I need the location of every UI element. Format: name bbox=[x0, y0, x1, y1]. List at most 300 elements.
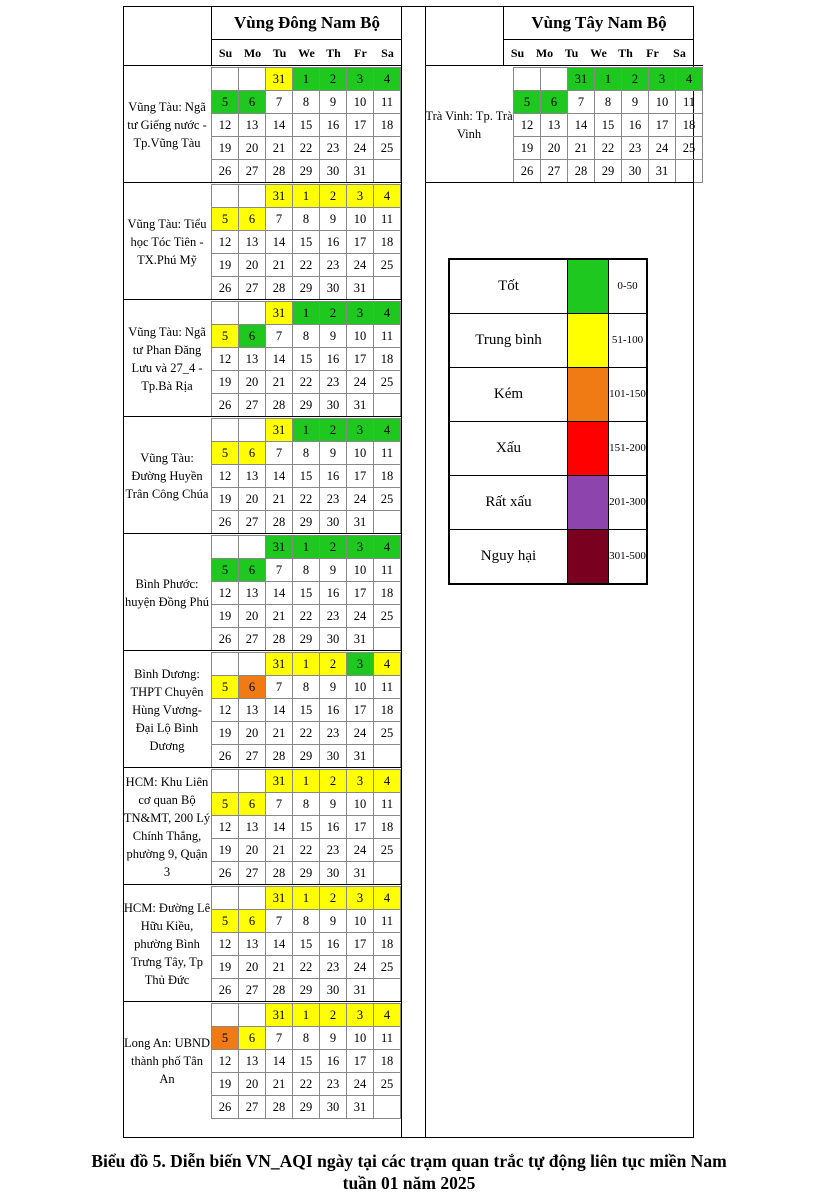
day-cell: 25 bbox=[374, 722, 401, 745]
day-cell: 25 bbox=[374, 839, 401, 862]
day-cell: 3 bbox=[347, 887, 374, 910]
day-cell: 15 bbox=[293, 816, 320, 839]
day-cell: 1 bbox=[293, 887, 320, 910]
day-cell: 31 bbox=[266, 68, 293, 91]
day-cell: 31 bbox=[266, 887, 293, 910]
day-cell: 6 bbox=[239, 91, 266, 114]
station-block bbox=[123, 1001, 401, 1118]
day-cell: 31 bbox=[347, 628, 374, 651]
day-cell: 15 bbox=[293, 465, 320, 488]
day-cell: 8 bbox=[293, 91, 320, 114]
station-block bbox=[123, 884, 401, 1001]
day-cell: 3 bbox=[347, 302, 374, 325]
day-cell: 17 bbox=[347, 114, 374, 137]
station-block bbox=[123, 299, 401, 416]
day-cell bbox=[239, 68, 266, 91]
day-cell: 7 bbox=[266, 442, 293, 465]
day-cell: 31 bbox=[266, 185, 293, 208]
day-cell bbox=[514, 68, 541, 91]
day-cell: 17 bbox=[347, 465, 374, 488]
day-cell: 24 bbox=[649, 137, 676, 160]
legend-label: Trung bình bbox=[449, 314, 568, 368]
day-cell bbox=[374, 1096, 401, 1119]
day-cell: 12 bbox=[212, 582, 239, 605]
day-label: Tu bbox=[272, 45, 287, 60]
day-cell: 4 bbox=[374, 302, 401, 325]
day-cell: 27 bbox=[239, 394, 266, 417]
day-cell: 5 bbox=[212, 910, 239, 933]
day-cell: 31 bbox=[347, 394, 374, 417]
day-cell: 13 bbox=[239, 114, 266, 137]
station-calendar bbox=[211, 769, 401, 885]
day-cell: 31 bbox=[347, 160, 374, 183]
day-cell: 2 bbox=[320, 653, 347, 676]
day-cell: 27 bbox=[239, 1096, 266, 1119]
day-cell: 16 bbox=[320, 114, 347, 137]
station-calendar bbox=[211, 886, 401, 1002]
day-cell: 11 bbox=[374, 442, 401, 465]
day-cell: 5 bbox=[212, 325, 239, 348]
day-cell: 12 bbox=[212, 114, 239, 137]
day-cell: 10 bbox=[347, 91, 374, 114]
caption-line-2: tuần 01 năm 2025 bbox=[342, 1173, 476, 1193]
day-cell: 22 bbox=[293, 137, 320, 160]
day-cell: 7 bbox=[266, 559, 293, 582]
day-cell: 23 bbox=[622, 137, 649, 160]
legend-label: Xấu bbox=[449, 422, 568, 476]
legend-range: 101-150 bbox=[609, 368, 648, 422]
day-cell: 1 bbox=[293, 536, 320, 559]
station-calendar bbox=[211, 535, 401, 651]
day-cell: 31 bbox=[568, 68, 595, 91]
day-cell: 16 bbox=[320, 231, 347, 254]
day-label: Tu bbox=[564, 45, 579, 60]
day-cell: 14 bbox=[266, 816, 293, 839]
day-cell: 13 bbox=[239, 933, 266, 956]
day-cell: 15 bbox=[293, 699, 320, 722]
day-cell: 4 bbox=[676, 68, 703, 91]
day-cell: 9 bbox=[622, 91, 649, 114]
day-cell: 11 bbox=[374, 676, 401, 699]
day-cell: 10 bbox=[347, 676, 374, 699]
day-cell bbox=[239, 536, 266, 559]
day-cell: 14 bbox=[266, 465, 293, 488]
day-cell: 25 bbox=[374, 956, 401, 979]
day-cell: 2 bbox=[320, 68, 347, 91]
day-cell: 13 bbox=[239, 1050, 266, 1073]
day-cell: 21 bbox=[266, 1073, 293, 1096]
legend-label: Tốt bbox=[449, 259, 568, 314]
day-cell: 18 bbox=[374, 231, 401, 254]
day-cell: 31 bbox=[347, 277, 374, 300]
day-cell: 13 bbox=[239, 465, 266, 488]
day-cell: 1 bbox=[293, 653, 320, 676]
day-cell: 22 bbox=[293, 254, 320, 277]
day-cell: 6 bbox=[239, 793, 266, 816]
day-cell: 10 bbox=[347, 793, 374, 816]
day-cell bbox=[212, 68, 239, 91]
day-cell: 27 bbox=[239, 628, 266, 651]
day-cell: 10 bbox=[347, 442, 374, 465]
day-cell: 26 bbox=[212, 160, 239, 183]
day-cell: 7 bbox=[266, 793, 293, 816]
station-calendar bbox=[211, 67, 401, 183]
day-cell: 9 bbox=[320, 559, 347, 582]
day-cell: 13 bbox=[239, 816, 266, 839]
day-cell: 22 bbox=[293, 839, 320, 862]
day-cell: 12 bbox=[212, 348, 239, 371]
legend-label: Nguy hại bbox=[449, 530, 568, 585]
day-cell: 4 bbox=[374, 68, 401, 91]
day-cell: 1 bbox=[595, 68, 622, 91]
day-cell: 5 bbox=[514, 91, 541, 114]
east-region-header: Vùng Đông Nam Bộ bbox=[211, 6, 402, 40]
day-cell bbox=[374, 160, 401, 183]
day-cell: 16 bbox=[320, 465, 347, 488]
day-cell: 12 bbox=[212, 1050, 239, 1073]
day-cell: 29 bbox=[293, 160, 320, 183]
day-label: Fr bbox=[646, 45, 659, 60]
day-cell: 9 bbox=[320, 793, 347, 816]
day-cell: 30 bbox=[320, 979, 347, 1002]
day-cell: 31 bbox=[266, 770, 293, 793]
day-cell bbox=[212, 887, 239, 910]
day-cell: 29 bbox=[595, 160, 622, 183]
day-cell: 28 bbox=[266, 628, 293, 651]
day-cell: 6 bbox=[239, 910, 266, 933]
day-cell: 15 bbox=[293, 114, 320, 137]
day-cell: 20 bbox=[541, 137, 568, 160]
day-label: Th bbox=[326, 45, 341, 60]
day-cell: 2 bbox=[320, 185, 347, 208]
station-name: Vũng Tàu: Tiểu học Tóc Tiên - TX.Phú Mỹ bbox=[127, 216, 207, 267]
day-cell: 8 bbox=[293, 442, 320, 465]
day-cell: 23 bbox=[320, 254, 347, 277]
day-cell: 11 bbox=[374, 559, 401, 582]
day-cell: 12 bbox=[212, 231, 239, 254]
day-cell: 7 bbox=[266, 676, 293, 699]
day-cell: 10 bbox=[347, 1027, 374, 1050]
day-cell: 30 bbox=[320, 394, 347, 417]
day-cell: 18 bbox=[374, 933, 401, 956]
day-cell: 19 bbox=[212, 605, 239, 628]
day-cell: 25 bbox=[676, 137, 703, 160]
day-cell: 16 bbox=[320, 699, 347, 722]
day-cell: 30 bbox=[320, 1096, 347, 1119]
day-cell: 16 bbox=[320, 1050, 347, 1073]
day-cell: 29 bbox=[293, 1096, 320, 1119]
day-cell: 25 bbox=[374, 1073, 401, 1096]
day-cell: 28 bbox=[266, 862, 293, 885]
day-cell: 26 bbox=[212, 511, 239, 534]
day-cell: 9 bbox=[320, 325, 347, 348]
day-cell: 7 bbox=[266, 910, 293, 933]
day-cell: 9 bbox=[320, 910, 347, 933]
day-cell: 27 bbox=[239, 745, 266, 768]
day-label: Fr bbox=[354, 45, 367, 60]
day-cell: 27 bbox=[239, 160, 266, 183]
day-cell: 26 bbox=[212, 277, 239, 300]
day-cell: 29 bbox=[293, 979, 320, 1002]
day-cell: 8 bbox=[293, 676, 320, 699]
day-cell: 1 bbox=[293, 302, 320, 325]
day-cell: 12 bbox=[212, 465, 239, 488]
west-day-header bbox=[504, 41, 693, 65]
day-cell: 21 bbox=[266, 605, 293, 628]
day-cell: 17 bbox=[347, 1050, 374, 1073]
day-cell: 11 bbox=[374, 793, 401, 816]
station-name: Vũng Tàu: Ngã tư Phan Đăng Lưu và 27_4 - Tp.Bà Rịa bbox=[128, 324, 206, 393]
day-cell bbox=[212, 1004, 239, 1027]
day-cell: 31 bbox=[266, 419, 293, 442]
day-cell: 30 bbox=[320, 862, 347, 885]
day-cell: 23 bbox=[320, 137, 347, 160]
day-cell: 4 bbox=[374, 1004, 401, 1027]
day-cell: 28 bbox=[266, 511, 293, 534]
aqi-legend bbox=[448, 258, 648, 585]
day-cell: 2 bbox=[320, 887, 347, 910]
station-name: Bình Dương: THPT Chuyên Hùng Vương- Đại Lộ Bình Dương bbox=[130, 666, 204, 753]
day-cell: 28 bbox=[266, 160, 293, 183]
day-cell: 31 bbox=[347, 745, 374, 768]
day-cell bbox=[239, 1004, 266, 1027]
day-cell: 20 bbox=[239, 137, 266, 160]
day-cell: 20 bbox=[239, 605, 266, 628]
legend-swatch bbox=[568, 476, 609, 530]
day-cell: 29 bbox=[293, 511, 320, 534]
legend-row bbox=[449, 314, 647, 368]
legend-swatch bbox=[568, 259, 609, 314]
station-calendar bbox=[211, 1003, 401, 1119]
day-cell: 3 bbox=[649, 68, 676, 91]
day-cell: 5 bbox=[212, 1027, 239, 1050]
day-cell: 20 bbox=[239, 956, 266, 979]
day-cell: 21 bbox=[568, 137, 595, 160]
station-name: Trà Vinh: Tp. Trà Vinh bbox=[425, 108, 513, 141]
day-cell: 23 bbox=[320, 371, 347, 394]
day-cell: 6 bbox=[239, 442, 266, 465]
day-cell: 28 bbox=[266, 394, 293, 417]
day-cell: 31 bbox=[266, 302, 293, 325]
day-cell: 4 bbox=[374, 536, 401, 559]
day-cell: 24 bbox=[347, 488, 374, 511]
day-cell: 4 bbox=[374, 419, 401, 442]
day-cell: 18 bbox=[374, 465, 401, 488]
day-cell: 30 bbox=[320, 745, 347, 768]
day-cell: 11 bbox=[374, 208, 401, 231]
day-label: Sa bbox=[673, 45, 686, 60]
day-cell: 20 bbox=[239, 1073, 266, 1096]
day-cell: 2 bbox=[320, 1004, 347, 1027]
day-cell: 5 bbox=[212, 676, 239, 699]
legend-row bbox=[449, 259, 647, 314]
legend-swatch bbox=[568, 368, 609, 422]
day-cell: 5 bbox=[212, 793, 239, 816]
day-cell: 28 bbox=[266, 1096, 293, 1119]
day-cell bbox=[239, 185, 266, 208]
station-name: HCM: Đường Lê Hữu Kiều, phường Bình Trưng Tây, Tp Thủ Đức bbox=[123, 900, 211, 987]
day-cell: 24 bbox=[347, 722, 374, 745]
day-cell bbox=[676, 160, 703, 183]
day-cell: 16 bbox=[622, 114, 649, 137]
day-cell: 23 bbox=[320, 722, 347, 745]
day-cell: 16 bbox=[320, 348, 347, 371]
day-cell: 17 bbox=[347, 816, 374, 839]
day-cell: 24 bbox=[347, 371, 374, 394]
day-cell bbox=[239, 419, 266, 442]
day-cell: 17 bbox=[347, 933, 374, 956]
day-cell: 10 bbox=[347, 208, 374, 231]
day-cell: 9 bbox=[320, 91, 347, 114]
day-cell: 18 bbox=[374, 114, 401, 137]
station-block bbox=[123, 650, 401, 767]
day-cell: 9 bbox=[320, 1027, 347, 1050]
day-cell: 18 bbox=[676, 114, 703, 137]
day-cell: 15 bbox=[293, 231, 320, 254]
station-block bbox=[123, 767, 401, 884]
day-cell: 24 bbox=[347, 605, 374, 628]
day-cell: 27 bbox=[541, 160, 568, 183]
day-cell bbox=[212, 302, 239, 325]
day-cell: 7 bbox=[266, 208, 293, 231]
day-cell bbox=[212, 185, 239, 208]
day-cell: 6 bbox=[239, 1027, 266, 1050]
day-cell: 14 bbox=[568, 114, 595, 137]
day-cell: 4 bbox=[374, 887, 401, 910]
day-cell: 18 bbox=[374, 582, 401, 605]
station-block bbox=[123, 533, 401, 650]
day-cell: 15 bbox=[595, 114, 622, 137]
day-cell: 19 bbox=[212, 137, 239, 160]
day-label: Su bbox=[218, 45, 233, 60]
day-cell: 17 bbox=[347, 348, 374, 371]
day-cell: 29 bbox=[293, 394, 320, 417]
day-cell: 19 bbox=[212, 488, 239, 511]
day-cell: 12 bbox=[514, 114, 541, 137]
day-cell: 9 bbox=[320, 676, 347, 699]
day-cell: 24 bbox=[347, 839, 374, 862]
day-cell: 6 bbox=[239, 208, 266, 231]
station-name: Long An: UBND thành phố Tân An bbox=[123, 1035, 211, 1086]
day-cell bbox=[374, 394, 401, 417]
day-cell: 30 bbox=[320, 628, 347, 651]
day-cell: 15 bbox=[293, 348, 320, 371]
day-cell: 31 bbox=[266, 536, 293, 559]
day-cell: 18 bbox=[374, 699, 401, 722]
day-cell: 22 bbox=[293, 722, 320, 745]
legend-label: Rất xấu bbox=[449, 476, 568, 530]
day-cell: 24 bbox=[347, 254, 374, 277]
day-cell: 19 bbox=[212, 254, 239, 277]
day-label: We bbox=[590, 45, 607, 60]
caption-line-1: Biểu đồ 5. Diễn biến VN_AQI ngày tại các trạm quan trắc tự động liên tục miền Nam bbox=[91, 1151, 727, 1171]
day-cell: 25 bbox=[374, 371, 401, 394]
station-name: Vũng Tàu: Ngã tư Giếng nước - Tp.Vũng Tàu bbox=[127, 99, 207, 150]
day-cell bbox=[541, 68, 568, 91]
day-cell: 31 bbox=[649, 160, 676, 183]
day-cell: 7 bbox=[266, 91, 293, 114]
day-cell: 22 bbox=[293, 488, 320, 511]
day-cell: 11 bbox=[374, 325, 401, 348]
day-cell: 23 bbox=[320, 956, 347, 979]
legend-range: 51-100 bbox=[609, 314, 648, 368]
day-cell: 25 bbox=[374, 137, 401, 160]
day-cell: 4 bbox=[374, 653, 401, 676]
day-cell bbox=[212, 770, 239, 793]
day-cell bbox=[374, 277, 401, 300]
day-cell: 25 bbox=[374, 254, 401, 277]
station-name: HCM: Khu Liên cơ quan Bộ TN&MT, 200 Lý Chính Thắng, phường 9, Quận 3 bbox=[123, 774, 211, 879]
day-cell: 13 bbox=[239, 231, 266, 254]
day-cell bbox=[239, 302, 266, 325]
day-cell: 7 bbox=[266, 325, 293, 348]
day-cell: 29 bbox=[293, 862, 320, 885]
day-label: Mo bbox=[243, 45, 262, 60]
day-cell: 11 bbox=[676, 91, 703, 114]
day-cell: 21 bbox=[266, 722, 293, 745]
station-calendar bbox=[513, 67, 703, 183]
day-cell: 16 bbox=[320, 933, 347, 956]
legend-range: 201-300 bbox=[609, 476, 648, 530]
station-block bbox=[123, 416, 401, 533]
day-label: Mo bbox=[535, 45, 554, 60]
day-label: Sa bbox=[381, 45, 394, 60]
day-cell: 3 bbox=[347, 68, 374, 91]
day-cell: 14 bbox=[266, 1050, 293, 1073]
day-cell: 22 bbox=[293, 956, 320, 979]
day-cell: 5 bbox=[212, 208, 239, 231]
day-cell: 10 bbox=[347, 325, 374, 348]
day-cell: 8 bbox=[293, 1027, 320, 1050]
day-cell: 21 bbox=[266, 488, 293, 511]
station-block bbox=[123, 65, 401, 182]
day-cell: 6 bbox=[239, 559, 266, 582]
day-cell: 16 bbox=[320, 816, 347, 839]
day-cell: 18 bbox=[374, 816, 401, 839]
day-cell: 5 bbox=[212, 442, 239, 465]
day-cell: 1 bbox=[293, 68, 320, 91]
day-cell: 20 bbox=[239, 488, 266, 511]
day-cell: 17 bbox=[347, 582, 374, 605]
legend-row bbox=[449, 422, 647, 476]
day-cell: 27 bbox=[239, 979, 266, 1002]
day-cell: 6 bbox=[541, 91, 568, 114]
day-cell: 30 bbox=[320, 160, 347, 183]
day-cell: 25 bbox=[374, 605, 401, 628]
day-label: Su bbox=[510, 45, 525, 60]
day-cell: 31 bbox=[347, 862, 374, 885]
day-cell: 31 bbox=[347, 979, 374, 1002]
east-day-header bbox=[212, 41, 401, 65]
day-cell: 21 bbox=[266, 371, 293, 394]
legend-swatch bbox=[568, 422, 609, 476]
day-cell: 13 bbox=[239, 348, 266, 371]
day-cell: 2 bbox=[320, 770, 347, 793]
day-cell: 28 bbox=[266, 277, 293, 300]
day-cell: 24 bbox=[347, 956, 374, 979]
station-block bbox=[425, 65, 703, 182]
legend-range: 301-500 bbox=[609, 530, 648, 585]
day-cell: 20 bbox=[239, 839, 266, 862]
day-cell: 3 bbox=[347, 185, 374, 208]
day-cell: 26 bbox=[212, 862, 239, 885]
day-cell: 26 bbox=[212, 979, 239, 1002]
legend-row bbox=[449, 476, 647, 530]
day-cell: 4 bbox=[374, 770, 401, 793]
day-cell: 19 bbox=[212, 722, 239, 745]
day-cell: 24 bbox=[347, 137, 374, 160]
day-cell: 18 bbox=[374, 348, 401, 371]
